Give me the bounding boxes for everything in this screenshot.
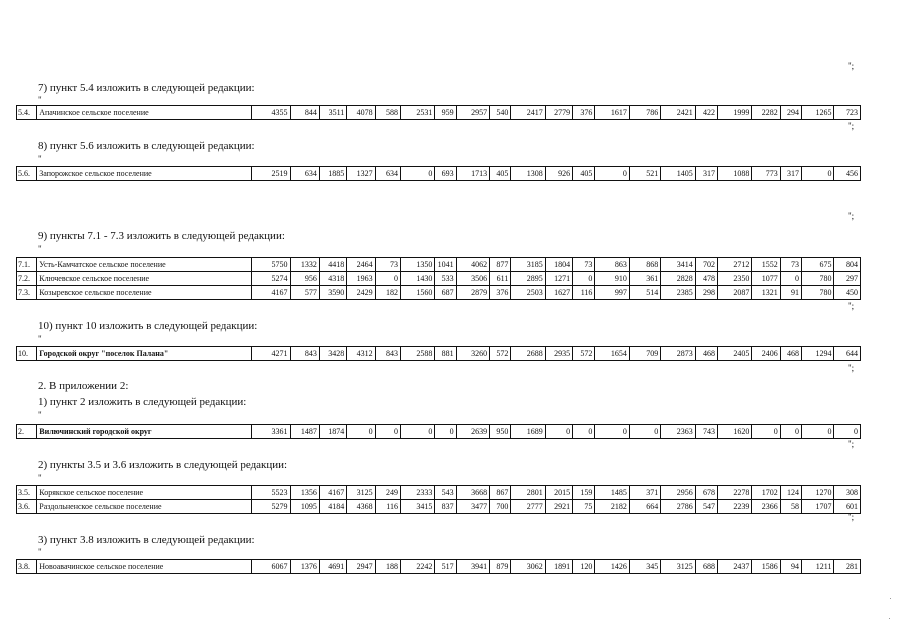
row-number: 5.4. [17, 106, 37, 120]
municipality-name: Апачинское сельское поселение [37, 106, 252, 120]
value-cell: 468 [695, 347, 717, 361]
municipality-name: Новоавачинское сельское поселение [37, 560, 252, 574]
value-cell: 572 [490, 347, 511, 361]
value-cell: 2242 [400, 560, 434, 574]
value-cell: 1211 [802, 560, 834, 574]
value-cell: 4167 [252, 286, 291, 300]
end-quote-mark: "; [848, 121, 855, 131]
value-cell: 693 [435, 167, 456, 181]
value-cell: 450 [834, 286, 861, 300]
value-cell: 0 [573, 425, 595, 439]
value-cell: 2895 [511, 272, 545, 286]
value-cell: 723 [834, 106, 861, 120]
open-quote-mark: " [38, 334, 42, 344]
row-number: 3.5. [17, 486, 37, 500]
value-cell: 0 [834, 425, 861, 439]
value-cell: 844 [290, 106, 319, 120]
value-cell: 910 [595, 272, 629, 286]
data-table [16, 166, 861, 181]
value-cell: 2366 [752, 500, 780, 514]
open-quote-mark: " [38, 95, 42, 105]
value-cell: 843 [375, 347, 400, 361]
value-cell: 0 [595, 167, 629, 181]
value-cell: 1271 [545, 272, 572, 286]
end-quote-mark: "; [848, 211, 855, 221]
value-cell: 514 [629, 286, 660, 300]
value-cell: 5279 [252, 500, 291, 514]
value-cell: 422 [695, 106, 717, 120]
value-cell: 543 [435, 486, 456, 500]
row-number: 3.6. [17, 500, 37, 514]
value-cell: 2182 [595, 500, 629, 514]
value-cell: 1426 [595, 560, 629, 574]
amendment-heading: 2) пункты 3.5 и 3.6 изложить в следующей редакции: [38, 459, 288, 471]
value-cell: 2957 [456, 106, 489, 120]
value-cell: 997 [595, 286, 629, 300]
value-cell: 2405 [717, 347, 751, 361]
value-cell: 75 [573, 500, 595, 514]
amendment-heading: 1) пункт 2 изложить в следующей редакции: [38, 396, 247, 408]
value-cell: 877 [490, 258, 511, 272]
value-cell: 3062 [511, 560, 545, 574]
value-cell: 188 [375, 560, 400, 574]
data-table [16, 257, 861, 300]
value-cell: 2801 [511, 486, 545, 500]
value-cell: 3260 [456, 347, 489, 361]
value-cell: 2429 [347, 286, 375, 300]
value-cell: 1405 [661, 167, 695, 181]
amendment-heading: 8) пункт 5.6 изложить в следующей редакции: [38, 140, 255, 152]
value-cell: 634 [375, 167, 400, 181]
section-heading: 2. В приложении 2: [38, 380, 129, 392]
value-cell: 1332 [290, 258, 319, 272]
value-cell: 73 [375, 258, 400, 272]
end-quote-mark: "; [848, 301, 855, 311]
value-cell: 405 [490, 167, 511, 181]
value-cell: 1327 [347, 167, 375, 181]
value-cell: 405 [573, 167, 595, 181]
value-cell: 2015 [545, 486, 572, 500]
value-cell: 2421 [661, 106, 695, 120]
value-cell: 3590 [319, 286, 346, 300]
value-cell: 2873 [661, 347, 695, 361]
value-cell: 0 [802, 425, 834, 439]
value-cell: 700 [490, 500, 511, 514]
value-cell: 4691 [319, 560, 346, 574]
value-cell: 743 [695, 425, 717, 439]
value-cell: 1627 [545, 286, 572, 300]
value-cell: 376 [573, 106, 595, 120]
value-cell: 2921 [545, 500, 572, 514]
value-cell: 124 [780, 486, 801, 500]
value-cell: 73 [780, 258, 801, 272]
scan-speck [890, 598, 891, 599]
row-number: 10. [17, 347, 37, 361]
value-cell: 298 [695, 286, 717, 300]
municipality-name: Раздольненское сельское поселение [37, 500, 252, 514]
value-cell: 2712 [717, 258, 751, 272]
value-cell: 2333 [400, 486, 434, 500]
value-cell: 3941 [456, 560, 489, 574]
value-cell: 517 [435, 560, 456, 574]
end-quote-mark: "; [848, 61, 855, 71]
value-cell: 116 [573, 286, 595, 300]
value-cell: 1321 [752, 286, 780, 300]
value-cell: 116 [375, 500, 400, 514]
value-cell: 2239 [717, 500, 751, 514]
value-cell: 611 [490, 272, 511, 286]
value-cell: 2350 [717, 272, 751, 286]
value-cell: 3668 [456, 486, 489, 500]
value-cell: 3125 [347, 486, 375, 500]
value-cell: 644 [834, 347, 861, 361]
value-cell: 1620 [717, 425, 751, 439]
value-cell: 2777 [511, 500, 545, 514]
value-cell: 804 [834, 258, 861, 272]
value-cell: 634 [290, 167, 319, 181]
data-table [16, 485, 861, 514]
value-cell: 1999 [717, 106, 751, 120]
row-number: 7.1. [17, 258, 37, 272]
value-cell: 58 [780, 500, 801, 514]
value-cell: 3415 [400, 500, 434, 514]
open-quote-mark: " [38, 410, 42, 420]
value-cell: 1485 [595, 486, 629, 500]
value-cell: 2956 [661, 486, 695, 500]
value-cell: 0 [347, 425, 375, 439]
value-cell: 2406 [752, 347, 780, 361]
value-cell: 281 [834, 560, 861, 574]
value-cell: 1356 [290, 486, 319, 500]
value-cell: 1885 [319, 167, 346, 181]
table-row [17, 272, 861, 286]
value-cell: 3125 [661, 560, 695, 574]
value-cell: 0 [780, 425, 801, 439]
value-cell: 4368 [347, 500, 375, 514]
value-cell: 926 [545, 167, 572, 181]
value-cell: 950 [490, 425, 511, 439]
value-cell: 2363 [661, 425, 695, 439]
value-cell: 1713 [456, 167, 489, 181]
value-cell: 956 [290, 272, 319, 286]
value-cell: 0 [752, 425, 780, 439]
value-cell: 5750 [252, 258, 291, 272]
value-cell: 1270 [802, 486, 834, 500]
value-cell: 678 [695, 486, 717, 500]
value-cell: 572 [573, 347, 595, 361]
value-cell: 780 [802, 272, 834, 286]
value-cell: 786 [629, 106, 660, 120]
value-cell: 547 [695, 500, 717, 514]
value-cell: 1088 [717, 167, 751, 181]
value-cell: 843 [290, 347, 319, 361]
value-cell: 1874 [319, 425, 346, 439]
value-cell: 2828 [661, 272, 695, 286]
amendment-heading: 10) пункт 10 изложить в следующей редакции: [38, 320, 258, 332]
value-cell: 2588 [400, 347, 434, 361]
value-cell: 0 [400, 425, 434, 439]
value-cell: 863 [595, 258, 629, 272]
value-cell: 0 [545, 425, 572, 439]
data-table [16, 559, 861, 574]
table-row [17, 258, 861, 272]
value-cell: 2417 [511, 106, 545, 120]
row-number: 7.2. [17, 272, 37, 286]
open-quote-mark: " [38, 547, 42, 557]
value-cell: 4355 [252, 106, 291, 120]
value-cell: 91 [780, 286, 801, 300]
end-quote-mark: "; [848, 512, 855, 522]
value-cell: 0 [573, 272, 595, 286]
row-number: 7.3. [17, 286, 37, 300]
value-cell: 1804 [545, 258, 572, 272]
table-row [17, 486, 861, 500]
value-cell: 0 [435, 425, 456, 439]
value-cell: 249 [375, 486, 400, 500]
value-cell: 4167 [319, 486, 346, 500]
value-cell: 1487 [290, 425, 319, 439]
open-quote-mark: " [38, 154, 42, 164]
value-cell: 3414 [661, 258, 695, 272]
table-row [17, 167, 861, 181]
value-cell: 361 [629, 272, 660, 286]
value-cell: 881 [435, 347, 456, 361]
value-cell: 1095 [290, 500, 319, 514]
value-cell: 3511 [319, 106, 346, 120]
value-cell: 1077 [752, 272, 780, 286]
value-cell: 1041 [435, 258, 456, 272]
table-row [17, 347, 861, 361]
scan-speck [889, 618, 890, 619]
open-quote-mark: " [38, 473, 42, 483]
table-row [17, 560, 861, 574]
value-cell: 3428 [319, 347, 346, 361]
value-cell: 1891 [545, 560, 572, 574]
value-cell: 345 [629, 560, 660, 574]
value-cell: 1265 [802, 106, 834, 120]
value-cell: 688 [695, 560, 717, 574]
amendment-heading: 3) пункт 3.8 изложить в следующей редакции: [38, 534, 255, 546]
value-cell: 4078 [347, 106, 375, 120]
value-cell: 1586 [752, 560, 780, 574]
value-cell: 478 [695, 272, 717, 286]
value-cell: 2437 [717, 560, 751, 574]
municipality-name: Городской округ "поселок Палана" [37, 347, 252, 361]
value-cell: 0 [780, 272, 801, 286]
value-cell: 182 [375, 286, 400, 300]
value-cell: 94 [780, 560, 801, 574]
value-cell: 867 [490, 486, 511, 500]
value-cell: 0 [400, 167, 434, 181]
value-cell: 1350 [400, 258, 434, 272]
municipality-name: Ключевское сельское поселение [37, 272, 252, 286]
value-cell: 120 [573, 560, 595, 574]
value-cell: 1552 [752, 258, 780, 272]
value-cell: 73 [573, 258, 595, 272]
value-cell: 521 [629, 167, 660, 181]
value-cell: 159 [573, 486, 595, 500]
value-cell: 837 [435, 500, 456, 514]
value-cell: 533 [435, 272, 456, 286]
value-cell: 687 [435, 286, 456, 300]
value-cell: 2087 [717, 286, 751, 300]
value-cell: 601 [834, 500, 861, 514]
value-cell: 294 [780, 106, 801, 120]
municipality-name: Вилючинский городской округ [37, 425, 252, 439]
value-cell: 5274 [252, 272, 291, 286]
value-cell: 2503 [511, 286, 545, 300]
value-cell: 2688 [511, 347, 545, 361]
value-cell: 2278 [717, 486, 751, 500]
data-table [16, 346, 861, 361]
value-cell: 2779 [545, 106, 572, 120]
value-cell: 2531 [400, 106, 434, 120]
value-cell: 3477 [456, 500, 489, 514]
value-cell: 4318 [319, 272, 346, 286]
value-cell: 675 [802, 258, 834, 272]
row-number: 2. [17, 425, 37, 439]
value-cell: 780 [802, 286, 834, 300]
value-cell: 577 [290, 286, 319, 300]
value-cell: 4418 [319, 258, 346, 272]
amendment-heading: 7) пункт 5.4 изложить в следующей редакции: [38, 82, 255, 94]
value-cell: 2385 [661, 286, 695, 300]
value-cell: 3185 [511, 258, 545, 272]
value-cell: 702 [695, 258, 717, 272]
value-cell: 3361 [252, 425, 291, 439]
data-table [16, 105, 861, 120]
value-cell: 6067 [252, 560, 291, 574]
value-cell: 1654 [595, 347, 629, 361]
value-cell: 4184 [319, 500, 346, 514]
value-cell: 773 [752, 167, 780, 181]
value-cell: 1294 [802, 347, 834, 361]
value-cell: 376 [490, 286, 511, 300]
municipality-name: Корякское сельское поселение [37, 486, 252, 500]
value-cell: 468 [780, 347, 801, 361]
value-cell: 1702 [752, 486, 780, 500]
municipality-name: Козыревское сельское поселение [37, 286, 252, 300]
value-cell: 4271 [252, 347, 291, 361]
row-number: 5.6. [17, 167, 37, 181]
value-cell: 1707 [802, 500, 834, 514]
municipality-name: Запорожское сельское поселение [37, 167, 252, 181]
value-cell: 371 [629, 486, 660, 500]
value-cell: 1430 [400, 272, 434, 286]
value-cell: 2282 [752, 106, 780, 120]
value-cell: 1617 [595, 106, 629, 120]
value-cell: 4312 [347, 347, 375, 361]
end-quote-mark: "; [848, 439, 855, 449]
value-cell: 317 [695, 167, 717, 181]
open-quote-mark: " [38, 244, 42, 254]
value-cell: 4062 [456, 258, 489, 272]
value-cell: 959 [435, 106, 456, 120]
value-cell: 5523 [252, 486, 291, 500]
value-cell: 2519 [252, 167, 291, 181]
value-cell: 297 [834, 272, 861, 286]
value-cell: 456 [834, 167, 861, 181]
value-cell: 3506 [456, 272, 489, 286]
value-cell: 1376 [290, 560, 319, 574]
row-number: 3.8. [17, 560, 37, 574]
amendment-heading: 9) пункты 7.1 - 7.3 изложить в следующей редакции: [38, 230, 285, 242]
value-cell: 1963 [347, 272, 375, 286]
value-cell: 2639 [456, 425, 489, 439]
table-row [17, 106, 861, 120]
value-cell: 2947 [347, 560, 375, 574]
value-cell: 0 [595, 425, 629, 439]
value-cell: 2464 [347, 258, 375, 272]
value-cell: 664 [629, 500, 660, 514]
value-cell: 2879 [456, 286, 489, 300]
value-cell: 588 [375, 106, 400, 120]
value-cell: 0 [375, 425, 400, 439]
value-cell: 0 [802, 167, 834, 181]
table-row [17, 500, 861, 514]
value-cell: 1560 [400, 286, 434, 300]
value-cell: 2935 [545, 347, 572, 361]
value-cell: 1689 [511, 425, 545, 439]
table-row [17, 425, 861, 439]
value-cell: 308 [834, 486, 861, 500]
value-cell: 0 [375, 272, 400, 286]
value-cell: 0 [629, 425, 660, 439]
table-row [17, 286, 861, 300]
value-cell: 709 [629, 347, 660, 361]
data-table [16, 424, 861, 439]
value-cell: 1308 [511, 167, 545, 181]
value-cell: 540 [490, 106, 511, 120]
value-cell: 879 [490, 560, 511, 574]
value-cell: 868 [629, 258, 660, 272]
value-cell: 317 [780, 167, 801, 181]
end-quote-mark: "; [848, 363, 855, 373]
municipality-name: Усть-Камчатское сельское поселение [37, 258, 252, 272]
value-cell: 2786 [661, 500, 695, 514]
